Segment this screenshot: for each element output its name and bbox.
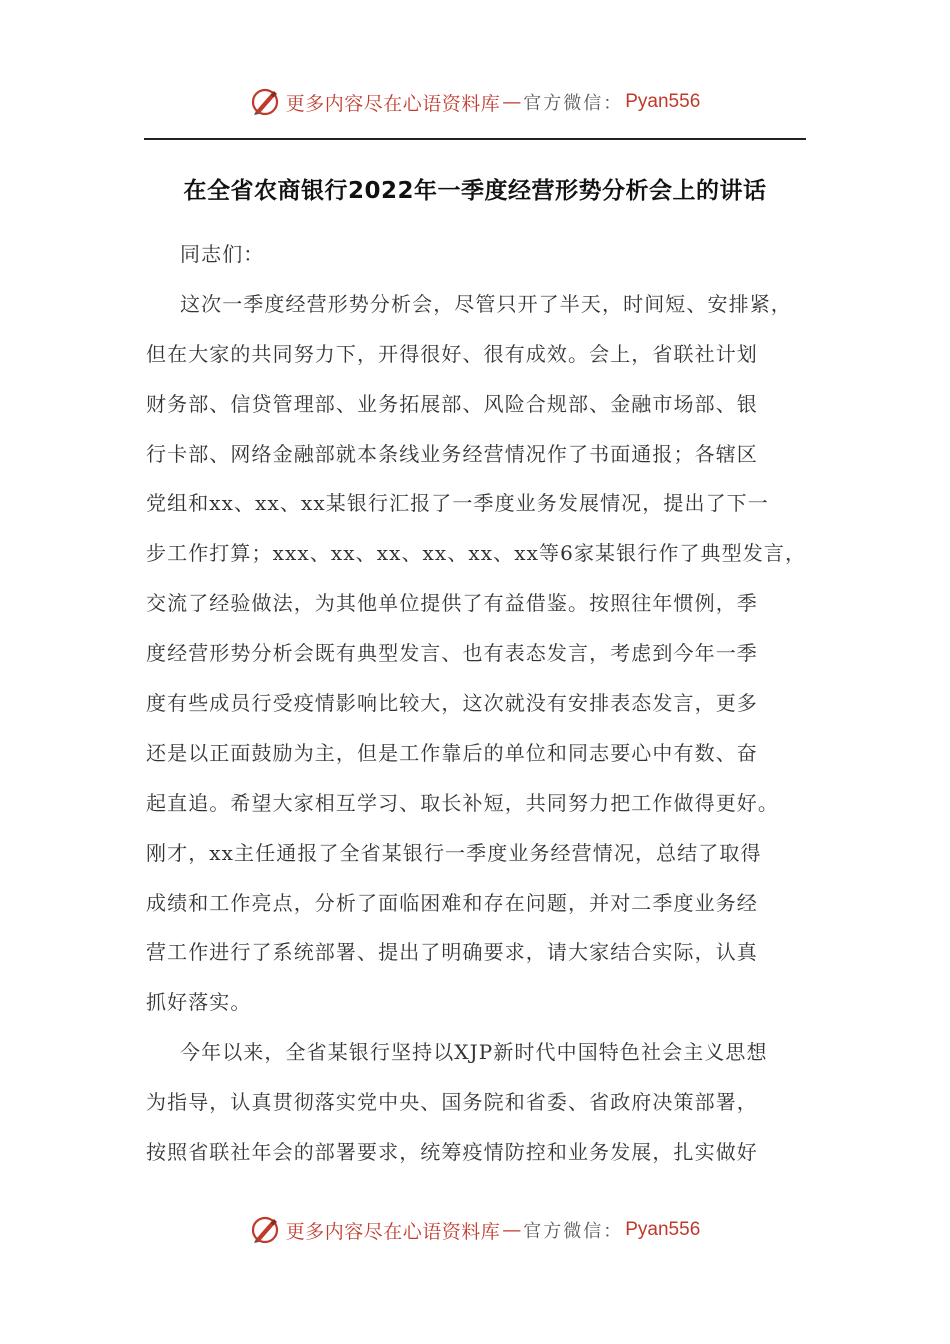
paragraph-line: 还是以正面鼓励为主，但是工作靠后的单位和同志要心中有数、奋	[146, 740, 758, 765]
banner-wechat-id: Pyan556	[625, 91, 701, 112]
paragraph-line: 党组和xx、xx、xx某银行汇报了一季度业务发展情况，提出了下一	[146, 491, 769, 516]
banner-wechat-label: 官方微信：	[523, 93, 624, 114]
banner-dash: —	[502, 91, 522, 113]
paragraph-line: 为指导，认真贯彻落实党中央、国务院和省委、省政府决策部署，	[146, 1090, 758, 1115]
paragraph-line: 财务部、信贷管理部、业务拓展部、风险合规部、金融市场部、银	[146, 391, 758, 416]
paragraph-line: 起直追。希望大家相互学习、取长补短，共同努力把工作做得更好。	[146, 790, 779, 815]
header-banner	[0, 80, 950, 124]
footer-banner	[0, 1208, 950, 1252]
paragraph-line: 度经营形势分析会既有典型发言、也有表态发言，考虑到今年一季	[146, 641, 758, 666]
banner-slogan: 更多内容尽在心语资料库	[285, 92, 501, 115]
banner-dash: —	[502, 1219, 522, 1241]
paragraph-line: 抓好落实。	[146, 990, 252, 1015]
banner-slogan: 更多内容尽在心语资料库	[285, 1220, 501, 1243]
paragraph-line: 行卡部、网络金融部就本条线业务经营情况作了书面通报；各辖区	[146, 441, 758, 466]
paragraph-line: 今年以来，全省某银行坚持以XJP新时代中国特色社会主义思想	[180, 1040, 768, 1065]
paragraph-line: 按照省联社年会的部署要求，统筹疫情防控和业务发展，扎实做好	[146, 1140, 758, 1165]
document-body	[146, 230, 814, 1178]
paragraph-line: 营工作进行了系统部署、提出了明确要求，请大家结合实际，认真	[146, 940, 758, 965]
banner-wechat-label: 官方微信：	[523, 1221, 624, 1242]
paragraph-line: 步工作打算；xxx、xx、xx、xx、xx、xx等6家某银行作了典型发言，	[146, 541, 807, 566]
paragraph-line: 这次一季度经营形势分析会，尽管只开了半天，时间短、安排紧，	[180, 291, 792, 316]
paragraph-line: 成绩和工作亮点，分析了面临困难和存在问题，并对二季度业务经	[146, 890, 758, 915]
banner-wechat-id: Pyan556	[625, 1219, 701, 1240]
pen-logo-icon	[250, 1215, 280, 1245]
pen-logo-icon	[250, 87, 280, 117]
paragraph-line: 刚才，xx主任通报了全省某银行一季度业务经营情况，总结了取得	[146, 840, 762, 865]
salutation-line: 同志们：	[180, 242, 265, 266]
paragraph-line: 交流了经验做法，为其他单位提供了有益借鉴。按照往年惯例，季	[146, 591, 758, 616]
paragraph-line: 但在大家的共同努力下，开得很好、很有成效。会上，省联社计划	[146, 341, 758, 366]
paragraph-line: 度有些成员行受疫情影响比较大，这次就没有安排表态发言，更多	[146, 691, 758, 716]
document-title: 在全省农商银行2022年一季度经营形势分析会上的讲话	[183, 178, 767, 204]
header-divider	[144, 138, 806, 140]
